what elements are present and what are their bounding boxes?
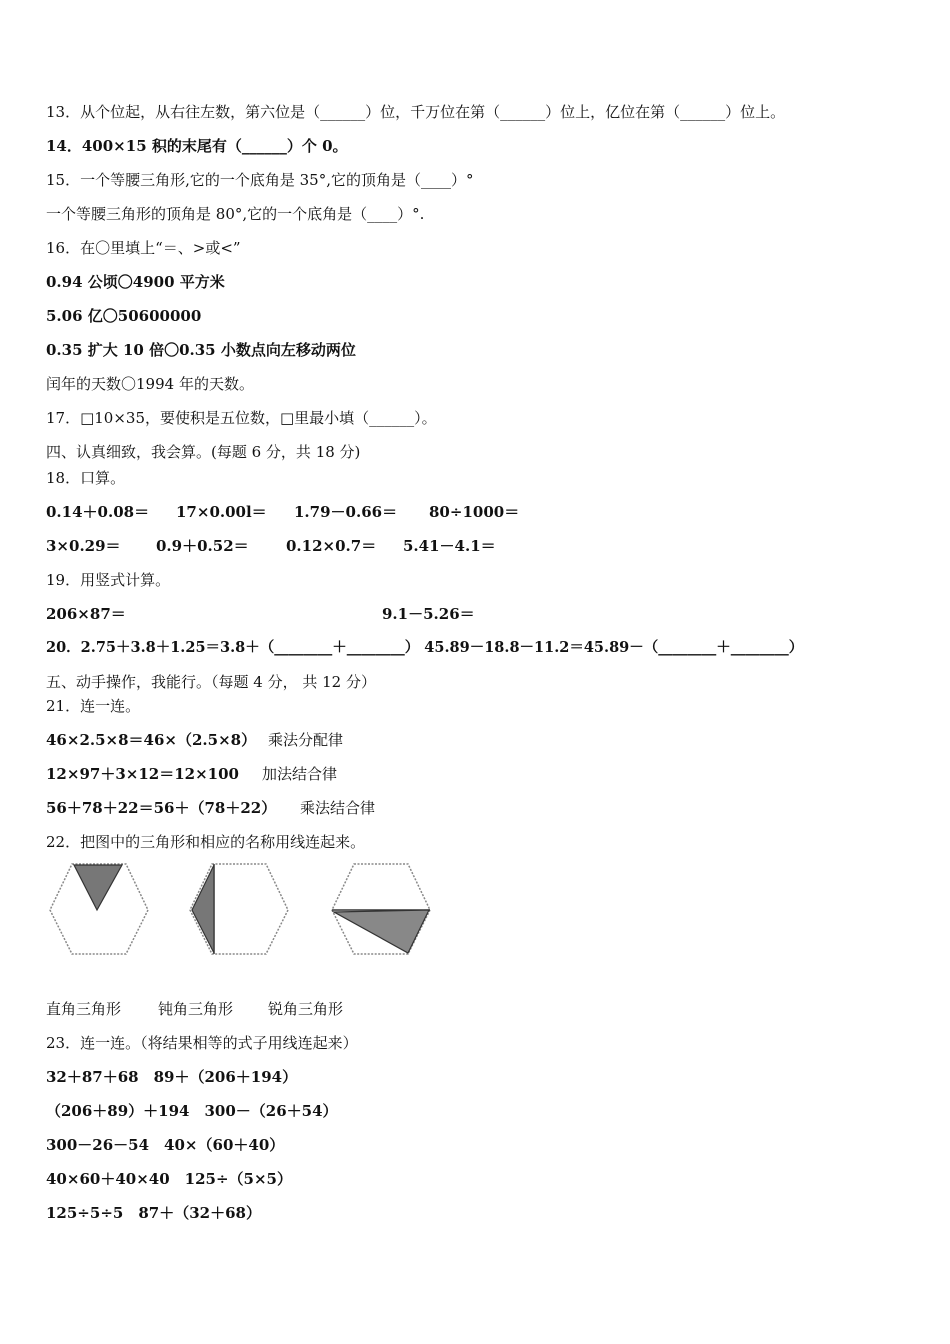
question-16-item: 0.35 扩大 10 倍〇0.35 小数点向左移动两位 <box>46 341 356 359</box>
hexagon-figure-2 <box>190 864 288 954</box>
hexagon-figures <box>44 858 444 958</box>
triangle-name: 钝角三角形 <box>158 1000 234 1018</box>
question-17: 17．□10×35，要使积是五位数，□里最小填（______）。 <box>46 409 437 427</box>
oral-calc-item: 0.12×0.7＝ <box>286 537 377 555</box>
oral-calc-item: 0.14＋0.08＝ <box>46 503 150 521</box>
triangle-name: 直角三角形 <box>46 1000 122 1018</box>
expression: 12×97＋3×12＝12×100 <box>46 765 239 783</box>
law-name: 乘法分配律 <box>268 731 344 749</box>
law-name: 乘法结合律 <box>300 799 376 817</box>
vertical-calc-item: 9.1－5.26＝ <box>382 605 475 623</box>
section-4-heading: 四、认真细致，我会算。(每题 6 分，共 18 分) <box>46 443 361 461</box>
oral-calc-item: 80÷1000＝ <box>429 503 520 521</box>
hexagon-figure-3 <box>332 864 430 954</box>
question-13: 13．从个位起，从右往左数，第六位是（______）位，千万位在第（______）位上，亿位在第（______）位上。 <box>46 103 786 121</box>
question-16-item: 闰年的天数〇1994 年的天数。 <box>46 375 254 393</box>
question-15-part-1: 15．一个等腰三角形,它的一个底角是 35°,它的顶角是（____）° <box>46 171 474 189</box>
question-23-row: 125÷5÷5 87＋（32＋68） <box>46 1204 261 1222</box>
question-16-item: 0.94 公顷〇4900 平方米 <box>46 273 225 291</box>
shaded-triangle <box>192 865 214 953</box>
question-18: 18．口算。 <box>46 469 126 487</box>
expression: 46×2.5×8＝46×（2.5×8） <box>46 731 257 749</box>
question-20: 20．2.75＋3.8＋1.25＝3.8＋（________＋________） 45.89－18.8－11.2＝45.89－（________＋________） <box>46 639 804 656</box>
law-name: 加法结合律 <box>262 765 338 783</box>
question-23-row: （206＋89）＋194 300－（26＋54） <box>46 1102 338 1120</box>
question-16: 16．在〇里填上“＝、>或<” <box>46 239 241 257</box>
question-23: 23．连一连。（将结果相等的式子用线连起来） <box>46 1034 358 1052</box>
triangle-name: 锐角三角形 <box>268 1000 344 1018</box>
hexagon-figure-1 <box>50 864 148 954</box>
oral-calc-item: 0.9＋0.52＝ <box>156 537 249 555</box>
question-14: 14．400×15 积的末尾有（______）个 0。 <box>46 137 348 155</box>
question-22: 22．把图中的三角形和相应的名称用线连起来。 <box>46 833 366 851</box>
question-23-row: 40×60＋40×40 125÷（5×5） <box>46 1170 292 1188</box>
oral-calc-item: 3×0.29＝ <box>46 537 121 555</box>
question-23-row: 32＋87＋68 89＋（206＋194） <box>46 1068 298 1086</box>
oral-calc-item: 17×0.00l＝ <box>176 503 267 521</box>
question-19: 19．用竖式计算。 <box>46 571 171 589</box>
oral-calc-item: 5.41－4.1＝ <box>403 537 496 555</box>
question-23-row: 300－26－54 40×（60＋40） <box>46 1136 285 1154</box>
oral-calc-item: 1.79－0.66＝ <box>294 503 398 521</box>
expression: 56＋78＋22＝56＋（78＋22） <box>46 799 277 817</box>
question-15-part-2: 一个等腰三角形的顶角是 80°,它的一个底角是（____）°. <box>46 205 425 223</box>
vertical-calc-item: 206×87＝ <box>46 605 126 623</box>
question-16-item: 5.06 亿〇50600000 <box>46 307 202 325</box>
section-5-heading: 五、动手操作，我能行。（每题 4 分， 共 12 分） <box>46 673 376 691</box>
question-21: 21．连一连。 <box>46 697 141 715</box>
